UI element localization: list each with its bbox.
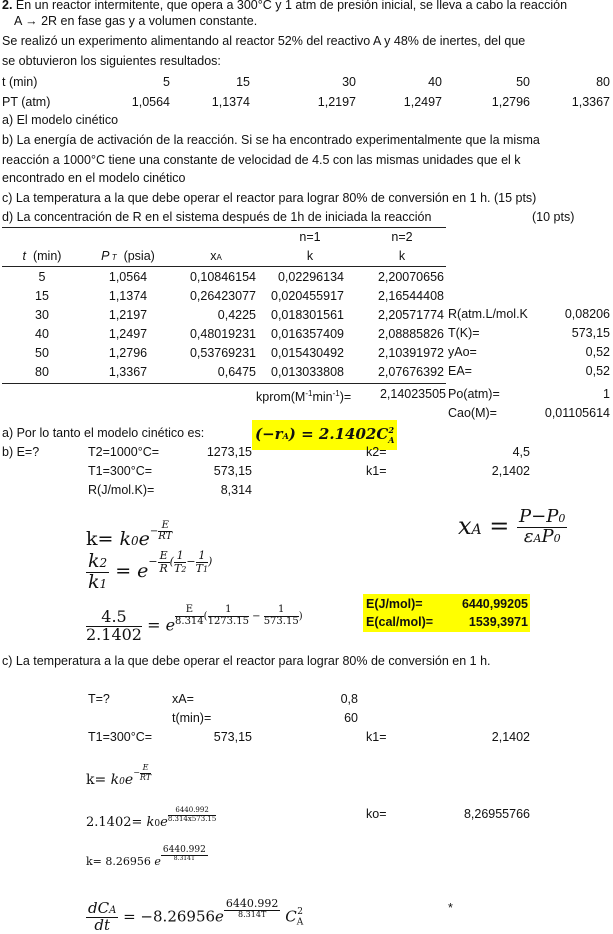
cell-k2: 2,08885826 [377, 327, 444, 341]
table-bottom-rule [2, 383, 446, 384]
k2-value: 4,5 [512, 445, 530, 459]
c-k1-value: 2,1402 [491, 730, 530, 744]
cell-xa: 0,10846154 [189, 270, 256, 284]
cell-xa: 0,53769231 [189, 346, 256, 360]
cell-k1: 0,015430492 [271, 346, 344, 360]
c-arrhenius-equation: $k= k0e^{- \frac{E}{RT}}$ [86, 763, 152, 788]
asterisk-note: * [448, 901, 453, 915]
e-joule-label: E(J/mol)= [366, 597, 423, 611]
c-t1-value: 573,15 [213, 730, 252, 744]
param-value-t: 573,15 [571, 326, 610, 340]
ko-label: ko= [366, 807, 387, 821]
cell-t: 5 [38, 270, 46, 284]
cell-pt: 1,2796 [108, 346, 148, 360]
cell-k1: 0,018301561 [271, 308, 344, 322]
cell-pt: 1,2497 [108, 327, 148, 341]
table-row [0, 344, 613, 363]
t-value: 40 [428, 75, 442, 89]
param-label-cao: Cao(M)= [448, 406, 497, 420]
part-a-label: a) Por lo tanto el modelo cinético es: [2, 426, 205, 440]
t1-value: 573,15 [213, 464, 252, 478]
header-k2: k [398, 249, 406, 263]
cell-pt: 1,3367 [108, 365, 148, 379]
header-k1: k [306, 249, 314, 263]
cell-k1: 0,016357409 [271, 327, 344, 341]
cell-pt: 1,2197 [108, 308, 148, 322]
k2-label: k2= [366, 445, 387, 459]
cell-pt: 1,1374 [108, 289, 148, 303]
param-value-yao: 0,52 [585, 345, 610, 359]
r-label: R(J/mol.K)= [88, 483, 155, 497]
k1-label: k1= [366, 464, 387, 478]
pt-value: 1,2197 [317, 95, 356, 109]
table-row [0, 363, 613, 382]
header-t: t (min) [22, 249, 62, 263]
c-k1-label: k1= [366, 730, 387, 744]
pt-value: 1,2497 [403, 95, 442, 109]
cell-xa: 0,6475 [217, 365, 256, 379]
pt-value: 1,1374 [211, 95, 250, 109]
cell-xa: 0,26423077 [189, 289, 256, 303]
question-b-line1: b) La energía de activación de la reacción. Si se ha encontrado experimentalmente que la misma [2, 133, 540, 147]
arrhenius-equation: $k= k0e^{- \frac{E}{RT}}$ [86, 519, 173, 550]
r-value: 8,314 [220, 483, 252, 497]
table-top-rule [2, 227, 446, 228]
conversion-formula: xA = $\frac{P-P0}{\text{εAP0}}$ [458, 506, 566, 547]
cell-pt: 1,0564 [108, 270, 148, 284]
cell-k1: 0,020455917 [271, 289, 344, 303]
e-joule-value: 6440,99205 [461, 597, 528, 611]
param-value-cao: 0,01105614 [544, 406, 610, 420]
question-a: a) El modelo cinético [2, 113, 119, 127]
cell-k1: 0,013033808 [271, 365, 344, 379]
cell-t: 40 [35, 327, 49, 341]
param-label-ea: EA= [448, 364, 472, 378]
t-value: 15 [236, 75, 250, 89]
question-b-line2: reacción a 1000°C tiene una constante de velocidad de 4.5 con las mismas unidades que el k [2, 153, 521, 167]
xa-label: xA= [172, 692, 194, 706]
table-row [0, 325, 613, 344]
kprom-value: 2,14023505 [379, 387, 446, 401]
question-c: c) La temperatura a la que debe operar el reactor para lograr 80% de conversión en 1 h. (15 pts) [2, 191, 537, 205]
kinetic-model: $(-rA) = 2.1402C_A^2$ [252, 420, 397, 450]
problem-line-4: se obtuvieron los siguientes resultados: [2, 54, 221, 68]
cell-k1: 0,02296134 [277, 270, 344, 284]
table-row [0, 268, 613, 287]
pt-value: 1,3367 [571, 95, 610, 109]
param-value-ea: 0,52 [585, 364, 610, 378]
tmin-value: 60 [344, 711, 358, 725]
c-k0-equation: 2.1402= k0e $^{\frac{6440.992}{8.314x573.15}}$ [86, 806, 217, 830]
question-d: d) La concentración de R en el sistema después de 1h de iniciada la reacción [2, 210, 432, 224]
problem-line-1: 2. En un reactor intermitente, que opera a 300°C y 1 atm de presión inicial, se lleva a cabo la reacción [2, 0, 568, 12]
cell-k2: 2,07676392 [377, 365, 444, 379]
cell-xa: 0,48019231 [189, 327, 256, 341]
param-value-po: 1 [603, 387, 610, 401]
cell-xa: 0,4225 [217, 308, 256, 322]
e-cal-value: 1539,3971 [468, 615, 528, 629]
kprom-label: $kprom(M^{-1}\min^{-1})=$ [256, 389, 352, 405]
part-b-label: b) E=? [2, 445, 40, 459]
header-n2: n=2 [391, 230, 413, 244]
rate-ratio-equation: $\frac{k2}{k1}$ = $e^{- \frac{E}{R} ( \frac{1}{T2} - \frac{1}{T1} )}$ [88, 549, 213, 593]
substituted-equation: $\frac{4.5}{2.1402}$ = e $^{\frac{E}{8.314} ( \frac{1}{1273.15} - \frac{1}{573.15} )}$ [86, 604, 303, 644]
ko-value: 8,26955766 [463, 807, 530, 821]
param-label-po: Po(atm)= [448, 387, 500, 401]
cell-k2: 2,16544408 [377, 289, 444, 303]
t-unknown-label: T=? [88, 692, 110, 706]
t-value: 30 [342, 75, 356, 89]
pt-value: 1,2796 [491, 95, 530, 109]
question-b-line3: encontrado en el modelo cinético [2, 171, 186, 185]
pt-row-label: PT (atm) [2, 95, 51, 109]
rate-equation: $\frac{\text{dCA}}{dt}$ = −8.26956e $^{\frac{6440.992}{8.314T}}$ $C_A^2$ [88, 897, 304, 934]
cell-t: 50 [35, 346, 49, 360]
param-label-t: T(K)= [448, 326, 480, 340]
cell-t: 15 [35, 289, 49, 303]
header-pt: P T (psia) [101, 249, 155, 263]
header-xa: xA [210, 249, 222, 263]
param-label-yao: yAo= [448, 345, 477, 359]
param-label-r: R(atm.L/mol.K [448, 307, 528, 321]
t-value: 80 [596, 75, 610, 89]
cell-t: 30 [35, 308, 49, 322]
k1-value: 2,1402 [491, 464, 530, 478]
t2-label: T2=1000°C= [88, 445, 160, 459]
t-value: 50 [516, 75, 530, 89]
cell-k2: 2,20070656 [377, 270, 444, 284]
header-n1: n=1 [299, 230, 321, 244]
c-k-equation: k= 8.26956 e $^{\frac{6440.992}{8.314T}}$ [86, 845, 206, 868]
c-t1-label: T1=300°C= [88, 730, 153, 744]
tmin-label: t(min)= [172, 711, 212, 725]
t2-value: 1273,15 [206, 445, 252, 459]
t-row-label: t (min) [2, 75, 38, 89]
t1-label: T1=300°C= [88, 464, 153, 478]
e-cal-label: E(cal/mol)= [366, 615, 434, 629]
t-value: 5 [163, 75, 170, 89]
part-c-label: c) La temperatura a la que debe operar el reactor para lograr 80% de conversión en 1 h. [2, 654, 491, 668]
problem-line-2: A → 2R en fase gas y a volumen constante. [14, 14, 258, 28]
cell-t: 80 [35, 365, 49, 379]
pt-value: 1,0564 [131, 95, 170, 109]
problem-line-3: Se realizó un experimento alimentando al reactor 52% del reactivo A y 48% de inertes, del que [2, 34, 526, 48]
param-value-r: 0,08206 [564, 307, 610, 321]
xa-value: 0,8 [340, 692, 358, 706]
cell-k2: 2,10391972 [377, 346, 444, 360]
table-header-rule [2, 266, 446, 267]
table-row [0, 287, 613, 306]
question-d-points: (10 pts) [532, 210, 575, 224]
cell-k2: 2,20571774 [377, 308, 444, 322]
